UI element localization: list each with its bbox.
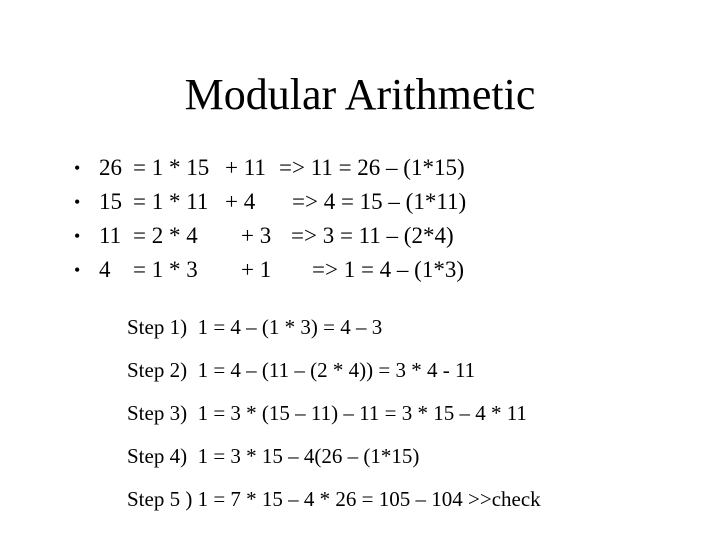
bullet-rearranged: => 4 = 15 – (1*11)	[292, 189, 467, 214]
bullet-remainder-term: + 1	[241, 257, 272, 282]
bullet-quotient-term: = 1 * 3	[133, 257, 198, 282]
bullet-dot-icon: •	[74, 158, 81, 178]
bullet-remainder-term: + 3	[241, 223, 272, 248]
step-line: Step 3) 1 = 3 * (15 – 11) – 11 = 3 * 15 – 4 * 11	[127, 401, 527, 425]
slide-title: Modular Arithmetic	[184, 70, 536, 119]
bullet-remainder-term: + 11	[225, 155, 266, 180]
bullet-item	[0, 220, 720, 252]
bullet-dot-icon: •	[74, 260, 81, 280]
bullet-rearranged: => 11 = 26 – (1*15)	[279, 155, 465, 180]
bullet-dot-icon: •	[74, 226, 81, 246]
bullet-list	[0, 152, 720, 288]
bullet-item	[0, 186, 720, 218]
bullet-dividend: 15	[99, 189, 122, 214]
bullet-quotient-term: = 1 * 15	[133, 155, 210, 180]
bullet-rearranged: => 3 = 11 – (2*4)	[291, 223, 454, 248]
bullet-item	[0, 254, 720, 286]
bullet-rearranged: => 1 = 4 – (1*3)	[312, 257, 464, 282]
step-line: Step 2) 1 = 4 – (11 – (2 * 4)) = 3 * 4 - 11	[127, 358, 476, 382]
bullet-dividend: 11	[99, 223, 122, 248]
bullet-quotient-term: = 1 * 11	[133, 189, 209, 214]
bullet-remainder-term: + 4	[225, 189, 256, 214]
bullet-quotient-term: = 2 * 4	[133, 223, 198, 248]
step-line: Step 1) 1 = 4 – (1 * 3) = 4 – 3	[127, 315, 383, 339]
bullet-item	[0, 152, 720, 184]
bullet-dividend: 4	[99, 257, 111, 282]
bullet-dot-icon: •	[74, 192, 81, 212]
bullet-dividend: 26	[99, 155, 122, 180]
step-line: Step 5 ) 1 = 7 * 15 – 4 * 26 = 105 – 104 >>check	[127, 487, 541, 511]
step-line: Step 4) 1 = 3 * 15 – 4(26 – (1*15)	[127, 444, 420, 468]
